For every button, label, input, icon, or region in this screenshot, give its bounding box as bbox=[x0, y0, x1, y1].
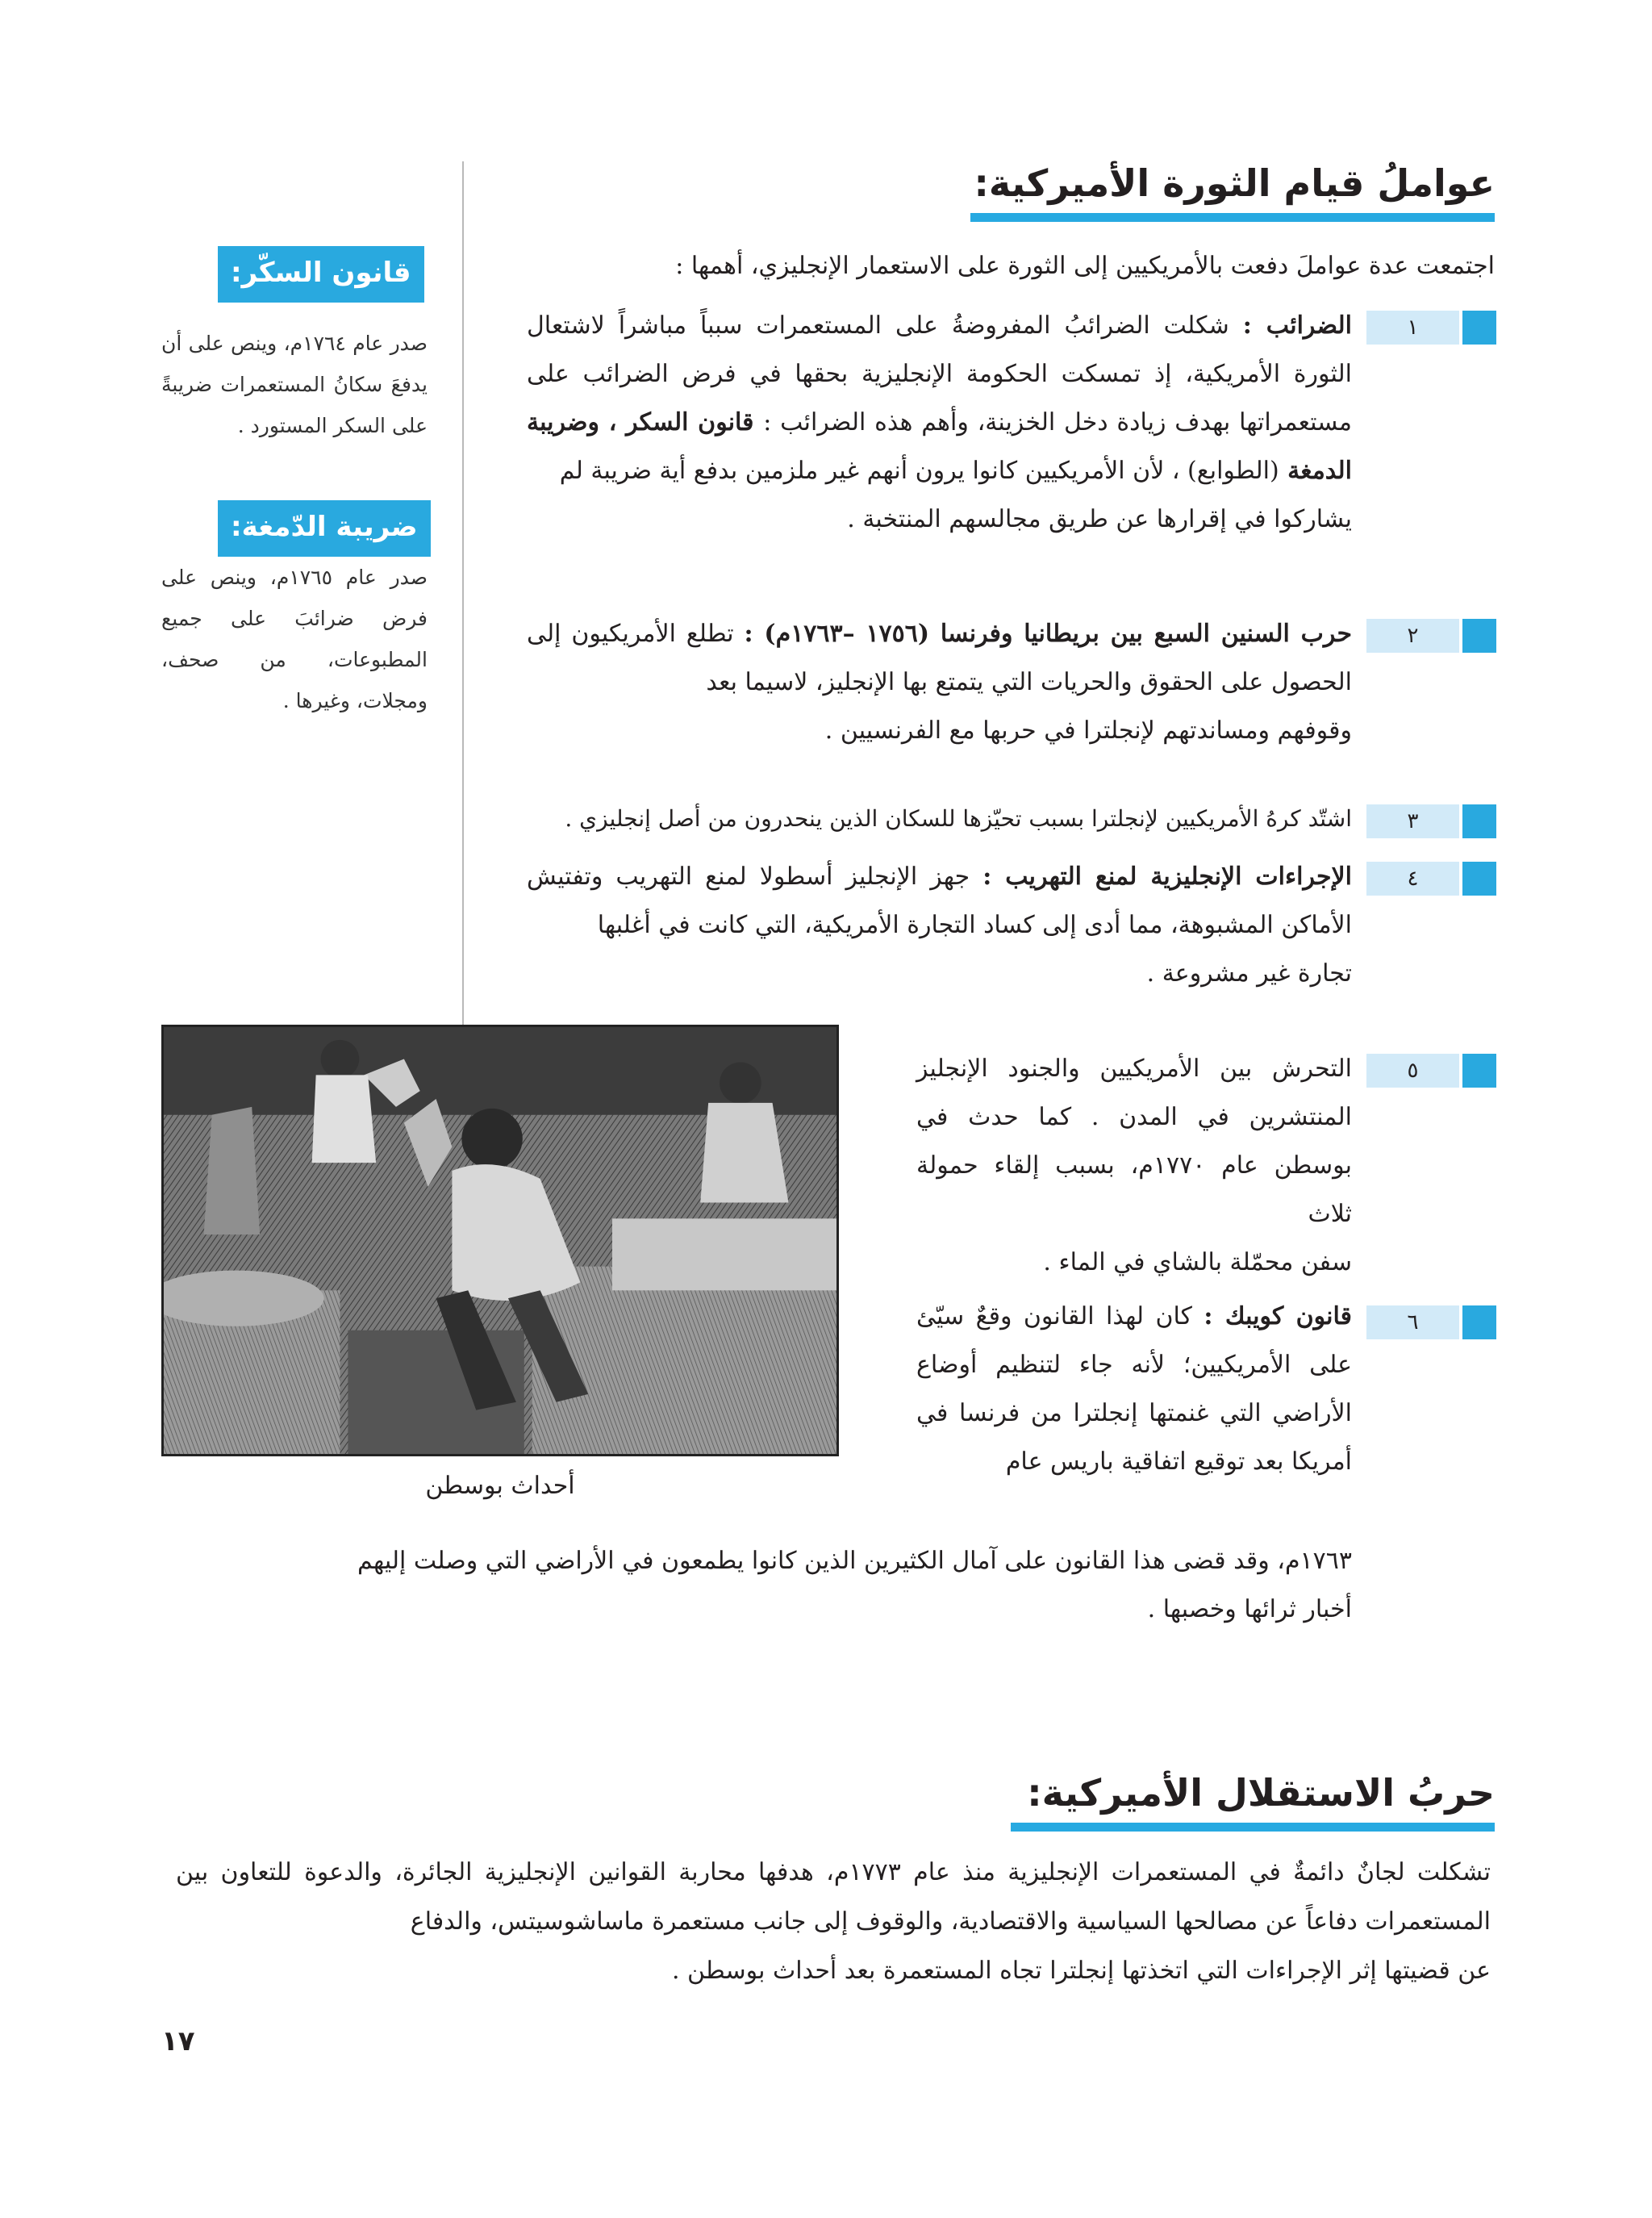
item-text-last: وقوفهم ومساندتهم لإنجلترا في حربها مع الفرنسيين . bbox=[824, 716, 1352, 745]
item-number: ٤ bbox=[1407, 867, 1419, 891]
list-item-taxes bbox=[527, 302, 1352, 544]
list-item-seven-years-war bbox=[527, 610, 1352, 755]
title-underline bbox=[1011, 1823, 1495, 1832]
item-text: تطلع الأمريكيون إلى الحصول على الحقوق والحريات التي يتمتع بها الإنجليز، لاسيما بعد bbox=[527, 620, 1352, 696]
item-text-last: تجارة غير مشروعة . bbox=[1146, 959, 1352, 988]
list-item-smuggling bbox=[527, 853, 1352, 998]
item-number-badge bbox=[1366, 311, 1496, 345]
item-number: ١ bbox=[1407, 315, 1419, 340]
list-item-harassment bbox=[916, 1045, 1352, 1287]
item-bold-term: قانون السكر ، وضريبة الدمغة bbox=[527, 408, 1352, 485]
sidebar-tag-sugar-act bbox=[218, 246, 424, 303]
item-text: كان لهذا القانون وقعٌ سيّئ على الأمريكيين؛ لأنه جاء لتنظيم أوضاع الأراضي التي غنمتها إنجلترا من فرنسا في أمريكا بعد توقيع اتفاقية باريس عام bbox=[916, 1302, 1352, 1476]
item-number: ٦ bbox=[1407, 1310, 1419, 1335]
item-number-badge bbox=[1366, 804, 1496, 838]
section-title-independence-war bbox=[1011, 1767, 1495, 1819]
section-title-text: حربُ الاستقلال الأميركية: bbox=[1027, 1771, 1495, 1815]
list-item-quebec-act bbox=[916, 1293, 1352, 1486]
item-text: اشتّد كرهُ الأمريكيين لإنجلترا بسبب تحيّزها للسكان الذين ينحدرون من أصل إنجليزي . bbox=[565, 805, 1352, 832]
sidebar-tag-stamp-tax bbox=[218, 500, 431, 557]
item-text: (الطوابع) ، لأن الأمريكيين كانوا يرون أنهم غير ملزمين بدفع أية ضريبة لم bbox=[559, 457, 1279, 485]
paragraph-text: تشكلت لجانٌ دائمةٌ في المستعمرات الإنجليزية منذ عام ١٧٧٣م، هدفها محاربة القوانين الإنجليزية الجائرة، والدعوة للتعاون بين المستعمرات دفاعاً عن مصالحها السياسية والاقتصادية، والوقوف إلى جانب مستعمرة ماساشوسيتس، والدفاع bbox=[176, 1858, 1491, 1936]
list-item-hatred bbox=[521, 795, 1352, 843]
sidebar-text-sugar-act: صدر عام ١٧٦٤م، وينص على أن يدفعَ سكانُ المستعمرات ضريبةً على السكر المستورد . bbox=[161, 332, 428, 437]
item-number-badge bbox=[1366, 862, 1496, 896]
section-title-text: عواملُ قيام الثورة الأميركية: bbox=[974, 161, 1495, 205]
item-text: التحرش بين الأمريكيين والجنود الإنجليز المنتشرين في المدن . كما حدث في بوسطن عام ١٧٧٠م، بسبب إلقاء حمولة ثلاث bbox=[916, 1055, 1352, 1228]
item-text: ١٧٦٣م، وقد قضى هذا القانون على آمال الكثيرين الذين كانوا يطمعون في الأراضي التي وصلت إليهم bbox=[357, 1547, 1352, 1575]
item-number: ٣ bbox=[1407, 809, 1419, 833]
list-item-quebec-act-continued bbox=[158, 1537, 1352, 1634]
sidebar-tag-label: قانون السكّر: bbox=[231, 257, 411, 289]
boston-events-illustration bbox=[164, 1027, 836, 1454]
paragraph-text-last: عن قضيتها إثر الإجراءات التي اتخذتها إنجلترا تجاه المستعمرة بعد أحداث بوسطن . bbox=[671, 1957, 1491, 1985]
item-text: شكلت الضرائبُ المفروضةُ على المستعمرات سبباً مباشراً لاشتعال الثورة الأمريكية، إذ تمسكت الحكومة الإنجليزية بحقها في فرض الضرائب على مستعمراتها بهدف زيادة دخل الخزينة، وأهم هذه الضرائب : bbox=[527, 311, 1352, 436]
item-number-badge bbox=[1366, 619, 1496, 653]
item-text-last: يشاركوا في إقرارها عن طريق مجالسهم المنتخبة . bbox=[847, 505, 1352, 533]
image-caption: أحداث بوسطن bbox=[425, 1472, 575, 1500]
item-text: جهز الإنجليز أسطولا لمنع التهريب وتفتيش الأماكن المشبوهة، مما أدى إلى كساد التجارة الأمريكية، التي كانت في أغلبها bbox=[527, 863, 1352, 939]
item-number: ٥ bbox=[1407, 1059, 1419, 1083]
page-number: ١٧ bbox=[161, 2025, 195, 2057]
column-divider bbox=[462, 161, 464, 1033]
item-number-badge bbox=[1366, 1054, 1496, 1088]
item-number: ٢ bbox=[1407, 624, 1419, 648]
sidebar-text-stamp-tax: صدر عام ١٧٦٥م، وينص على فرض ضرائبَ على جميع المطبوعات، من صحف، ومجلات، وغيرها . bbox=[161, 566, 428, 712]
sidebar-tag-label: ضريبة الدّمغة: bbox=[231, 511, 418, 543]
title-underline bbox=[970, 213, 1495, 222]
boston-events-image bbox=[161, 1025, 839, 1456]
item-bold-term: الإجراءات الإنجليزية لمنع التهريب : bbox=[982, 863, 1352, 891]
item-text-last: سفن محمّلة بالشاي في الماء . bbox=[1043, 1248, 1352, 1276]
item-bold-term: الضرائب : bbox=[1242, 311, 1352, 340]
item-bold-term: قانون كويبك : bbox=[1204, 1302, 1352, 1330]
section-paragraph bbox=[176, 1848, 1491, 1995]
item-text-last: أخبار ثرائها وخصبها . bbox=[1147, 1595, 1352, 1623]
item-bold-term: حرب السنين السبع بين بريطانيا وفرنسا (١٧٥٦ –١٧٦٣م) : bbox=[744, 620, 1353, 648]
section-intro: اجتمعت عدة عواملَ دفعت بالأمريكيين إلى الثورة على الاستعمار الإنجليزي، أهمها : bbox=[675, 252, 1495, 280]
item-number-badge bbox=[1366, 1305, 1496, 1339]
section-title-factors bbox=[970, 157, 1495, 209]
